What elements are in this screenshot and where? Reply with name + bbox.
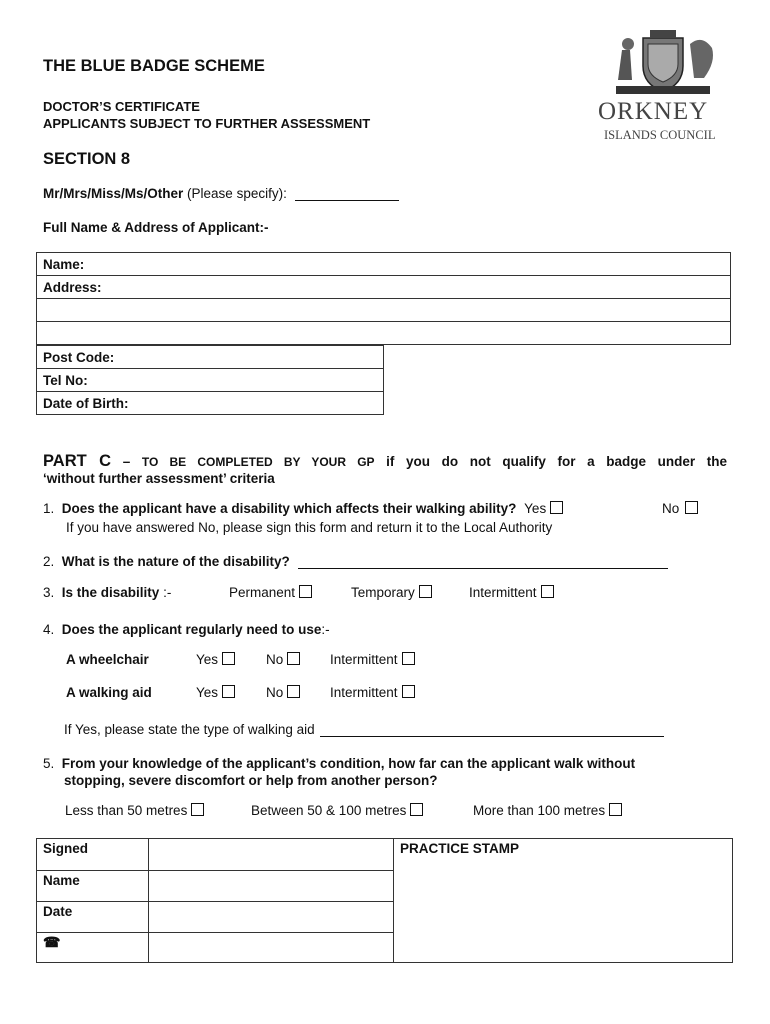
signoff-table	[36, 838, 733, 963]
signoff-phone-input[interactable]	[149, 933, 394, 963]
q4-wheelchair-yes-checkbox[interactable]	[222, 652, 235, 665]
q4-wheelchair-intermittent-checkbox[interactable]	[402, 652, 415, 665]
tel-label: Tel No:	[43, 372, 88, 388]
q3-suffix: :-	[163, 585, 172, 600]
q4-text: Does the applicant regularly need to use	[61, 622, 322, 637]
q5-less-50-label: Less than 50 metres	[65, 803, 188, 818]
q4-aid-intermittent-label: Intermittent	[330, 685, 398, 700]
q4-aid-yes	[196, 685, 235, 700]
telephone-icon: ☎	[43, 934, 61, 950]
partc-label: PART C	[43, 452, 112, 470]
q3-intermittent	[469, 585, 554, 600]
postcode-label: Post Code:	[43, 349, 115, 365]
partc-dash: –	[122, 454, 131, 469]
q2-answer-line[interactable]	[298, 555, 668, 569]
q1-no	[662, 501, 698, 516]
tel-field[interactable]	[37, 369, 384, 392]
signoff-name-input[interactable]	[149, 871, 394, 902]
practice-stamp-area	[394, 839, 733, 963]
fullname-heading: Full Name & Address of Applicant:-	[43, 220, 269, 235]
logo-subtitle: ISLANDS COUNCIL	[604, 128, 716, 142]
name-label-cell	[37, 871, 149, 902]
q1-number: 1.	[43, 501, 55, 516]
q4-wheelchair-yes	[196, 652, 235, 667]
title-label: Mr/Mrs/Miss/Ms/Other	[43, 186, 184, 201]
signed-label-cell	[37, 839, 149, 871]
form-title: THE BLUE BADGE SCHEME	[43, 57, 265, 75]
logo-wordmark: ORKNEY	[598, 98, 709, 125]
title-hint: (Please specify):	[187, 186, 287, 201]
applicant-details-table	[36, 252, 731, 345]
address-label: Address:	[43, 279, 102, 295]
q5-more-100-checkbox[interactable]	[609, 803, 622, 816]
signed-input[interactable]	[149, 839, 394, 871]
partc-heading	[43, 452, 727, 471]
q5-number: 5.	[43, 756, 55, 771]
q3-permanent-label: Permanent	[229, 585, 296, 600]
q3-number: 3.	[43, 585, 55, 600]
address-field[interactable]	[37, 276, 731, 299]
q5-more-100	[473, 803, 622, 818]
q3-intermittent-label: Intermittent	[469, 585, 537, 600]
date-label-cell	[37, 902, 149, 933]
q3-permanent	[229, 585, 312, 600]
q1-yes-label: Yes	[524, 501, 547, 516]
title-input-line[interactable]	[295, 187, 399, 201]
q4-aid-note: If Yes, please state the type of walking aid	[64, 722, 315, 737]
partc-criteria: ‘without further assessment’ criteria	[43, 471, 275, 486]
q3-intermittent-checkbox[interactable]	[541, 585, 554, 598]
q4-wheelchair-no-label: No	[266, 652, 284, 667]
q4-wheelchair-no	[266, 652, 300, 667]
q3-permanent-checkbox[interactable]	[299, 585, 312, 598]
q1-no-checkbox[interactable]	[685, 501, 698, 514]
q4-wheelchair-no-checkbox[interactable]	[287, 652, 300, 665]
question-1	[43, 501, 563, 516]
q4-wheelchair-intermittent-label: Intermittent	[330, 652, 398, 667]
question-2	[43, 554, 668, 569]
q4-aid-type-line[interactable]	[320, 723, 664, 737]
council-logo	[598, 24, 728, 144]
q4-aid-intermittent-checkbox[interactable]	[402, 685, 415, 698]
signoff-date-input[interactable]	[149, 902, 394, 933]
q5-more-100-label: More than 100 metres	[473, 803, 606, 818]
partc-rest: if you do not qualify for a badge under the	[386, 454, 727, 469]
coat-of-arms-icon	[598, 24, 728, 104]
title-row	[43, 186, 399, 201]
q3-text: Is the disability	[61, 585, 160, 600]
signoff-date-label: Date	[43, 904, 73, 919]
signed-label: Signed	[43, 841, 89, 856]
q2-text: What is the nature of the disability?	[61, 554, 290, 569]
question-3	[43, 585, 171, 600]
address-line-3[interactable]	[37, 322, 731, 345]
q5-less-50-checkbox[interactable]	[191, 803, 204, 816]
q4-aid-no	[266, 685, 300, 700]
name-label: Name:	[43, 256, 85, 272]
q4-aid-no-label: No	[266, 685, 284, 700]
applicant-contact-table	[36, 345, 384, 415]
q4-suffix: :-	[321, 622, 330, 637]
q4-aid-note-row	[64, 722, 664, 737]
q2-number: 2.	[43, 554, 55, 569]
q4-aid-intermittent	[330, 685, 415, 700]
form-subtitle-assessment: APPLICANTS SUBJECT TO FURTHER ASSESSMENT	[43, 116, 371, 131]
q5-less-50	[65, 803, 204, 818]
q4-walking-aid-label: A walking aid	[66, 685, 152, 700]
q3-temporary-checkbox[interactable]	[419, 585, 432, 598]
postcode-field[interactable]	[37, 346, 384, 369]
q1-yes-checkbox[interactable]	[550, 501, 563, 514]
dob-label: Date of Birth:	[43, 395, 129, 411]
q4-wheelchair-label: A wheelchair	[66, 652, 149, 667]
q4-aid-yes-checkbox[interactable]	[222, 685, 235, 698]
name-field[interactable]	[37, 253, 731, 276]
q5-text-line2: stopping, severe discomfort or help from another person?	[64, 773, 438, 788]
section-heading: SECTION 8	[43, 150, 131, 168]
q5-text-line1: From your knowledge of the applicant’s condition, how far can the applicant walk without	[61, 756, 636, 771]
phone-label-cell	[37, 933, 149, 963]
address-line-2[interactable]	[37, 299, 731, 322]
q5-between-label: Between 50 & 100 metres	[251, 803, 407, 818]
q1-no-label: No	[662, 501, 680, 516]
q3-temporary	[351, 585, 432, 600]
q5-between	[251, 803, 423, 818]
partc-gp: TO BE COMPLETED BY YOUR GP	[141, 455, 375, 469]
q5-between-checkbox[interactable]	[410, 803, 423, 816]
q4-aid-yes-label: Yes	[196, 685, 219, 700]
dob-field[interactable]	[37, 392, 384, 415]
q4-aid-no-checkbox[interactable]	[287, 685, 300, 698]
q3-temporary-label: Temporary	[351, 585, 415, 600]
question-4	[43, 622, 330, 637]
q4-wheelchair-intermittent	[330, 652, 415, 667]
signoff-name-label: Name	[43, 873, 80, 888]
q4-wheelchair-yes-label: Yes	[196, 652, 219, 667]
q1-text: Does the applicant have a disability which affects their walking ability?	[61, 501, 517, 516]
question-5	[43, 756, 635, 771]
practice-stamp-label: PRACTICE STAMP	[400, 841, 520, 856]
q4-number: 4.	[43, 622, 55, 637]
q1-note: If you have answered No, please sign this form and return it to the Local Authority	[66, 520, 553, 535]
form-subtitle-certificate: DOCTOR’S CERTIFICATE	[43, 99, 200, 114]
